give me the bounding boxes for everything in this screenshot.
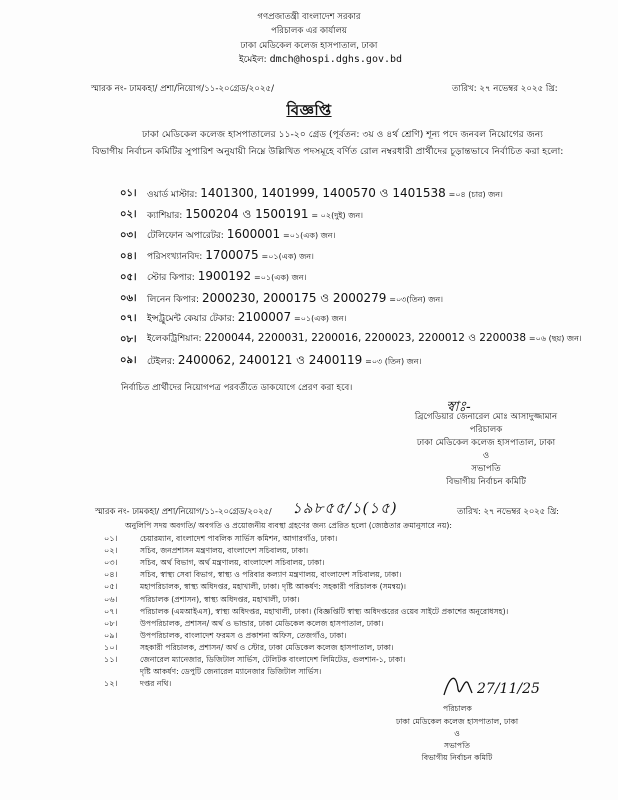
distribution-number: ১০।: [104, 641, 118, 652]
signatory2-office: ঢাকা মেডিকেল কলেজ হাসপাতাল, ঢাকা: [395, 717, 519, 726]
distribution-item: সচিব, স্বাস্থ্য সেবা বিভাগ, স্বাস্থ্য ও পরিবার কল্যাণ মন্ত্রণালয়, বাংলাদেশ সচিবালয়, ঢাকা।: [140, 570, 402, 580]
signatory2-committee: বিভাগীয় নির্বাচন কমিটি: [421, 753, 493, 762]
selected-count: =০১(এক) জন।: [283, 231, 336, 240]
distribution-number: ০১।: [104, 533, 118, 543]
distribution-number: ০৯।: [104, 629, 118, 640]
distribution-item: দৃষ্টি আকর্ষণ: ডেপুটি জেনারেল ম্যানেজার ডিজিটাল সার্ভিস।: [140, 667, 322, 677]
post-name: ইলেকট্রিশিয়ান:: [147, 334, 202, 344]
selected-count: =০১(এক) জন।: [261, 252, 314, 261]
selected-count: =০১(এক) জন।: [254, 273, 307, 282]
page-title: বিজ্ঞপ্তি: [286, 101, 332, 119]
roll-numbers: 1900192: [197, 269, 252, 283]
distribution-item: মহাপরিচালক, স্বাস্থ্য অধিদপ্তর, মহাখালী, ঢাকা। দৃষ্টি আকর্ষণ: সহকারী পরিচালক (সমন্বয়)।: [140, 582, 407, 592]
signatory-and: ও: [482, 451, 490, 461]
result-number: ০৩।: [120, 230, 137, 241]
government-name: গণপ্রজাতন্ত্রী বাংলাদেশ সরকার: [257, 12, 361, 22]
post-name: ইন্সট্রুমেন্ট কেয়ার টেকার:: [147, 314, 235, 324]
result-number: ০৮।: [120, 334, 137, 345]
result-number: ০৬।: [120, 293, 137, 304]
distribution-number: ০২।: [104, 545, 118, 556]
selected-count: = ০২(দুই) জন।: [311, 211, 364, 220]
roll-numbers: 1401300, 1401999, 1400570 ও 1401538: [200, 186, 446, 200]
selected-count: =০১(এক) জন।: [294, 314, 347, 323]
roll-numbers: 1500204 ও 1500191: [185, 207, 309, 221]
memo2-handwritten-number: ১৯৮৫৫/১(১৫): [292, 499, 398, 517]
result-row: [147, 227, 335, 243]
memo-number: স্মারক নং- ঢামকহা/ প্রশা/নিয়োগ/১১-২০গ্রেড/২০২৫/: [91, 84, 275, 94]
signatory-committee: বিভাগীয় নির্বাচন কমিটি: [446, 477, 526, 487]
result-row: [147, 310, 346, 326]
distribution-intro: অনুলিপি সদয় অবগতি/ অবগতি ও প্রয়োজনীয় ব্যবস্থা গ্রহণের জন্য প্রেরিত হলো (জ্যেষ্ঠতার ক্রমানুসারে নয়):: [125, 521, 452, 530]
distribution-number: ০৬।: [104, 593, 118, 604]
roll-numbers: 1600001: [226, 227, 281, 241]
distribution-item: সচিব, অর্থ বিভাগ, অর্থ মন্ত্রণালয়, বাংলাদেশ সচিবালয়, ঢাকা।: [140, 558, 325, 568]
roll-numbers: 1700075: [205, 248, 259, 262]
result-number: ০৫।: [120, 272, 137, 283]
roll-numbers: 2000230, 2000175 ও 2000279: [201, 291, 387, 305]
roll-numbers: 2100007: [237, 310, 292, 324]
result-number: ০৭।: [120, 313, 137, 324]
roll-numbers: 2400062, 2400121 ও 2400119: [177, 353, 363, 367]
signatory2-and: ও: [454, 729, 460, 738]
selected-count: =০৩ (তিন) জন।: [365, 357, 422, 366]
distribution-number: ০৫।: [104, 581, 118, 592]
post-name: পরিসংখ্যানবিদ:: [147, 252, 203, 262]
post-name: টেইলর:: [147, 357, 175, 367]
distribution-item: পরিচালক (প্রশাসন), স্বাস্থ্য অধিদপ্তর, মহাখালী, ঢাকা।: [140, 594, 300, 604]
result-number: ০৪।: [120, 251, 137, 262]
distribution-item: জেনারেল ম্যানেজার, ডিজিটাল সার্ভিস, টেলিটক বাংলাদেশ লিমিটেড, গুলশান-১, ঢাকা।: [140, 655, 406, 664]
signatory2-chair: সভাপতি: [444, 741, 470, 750]
distribution-number: ০৪।: [104, 569, 118, 580]
roll-numbers: 2200044, 2200031, 2200016, 2200023, 2200012 ও 2200038: [204, 332, 527, 344]
selected-count: =০৩(তিন) জন।: [389, 295, 444, 304]
result-row: [147, 290, 443, 310]
signatory2-designation: পরিচালক: [443, 704, 472, 713]
post-name: লিনেন কিপার:: [147, 295, 200, 305]
distribution-number: ১২।: [104, 678, 118, 689]
result-row: [147, 206, 363, 226]
distribution-number: ১১।: [104, 654, 118, 664]
signatory-name: ব্রিগেডিয়ার জেনারেল মোঃ আসাদুজ্জামান: [414, 412, 558, 422]
distribution-item: উপপরিচালক, বাংলাদেশ ফরমস ও প্রকাশনা অফিস, তেজগাঁও, ঢাকা।: [140, 630, 347, 640]
result-row: [147, 185, 503, 205]
signature-scribble: স্বাঃ-: [446, 399, 471, 415]
selected-count: =০৬ (ছয়) জন।: [528, 334, 582, 343]
distribution-item: সহকারী পরিচালক, প্রশাসন/ অর্থ ও স্টোর, ঢাকা মেডিকেল কলেজ হাসপাতাল, ঢাকা।: [140, 642, 394, 652]
result-row: [147, 352, 421, 372]
signatory-office: ঢাকা মেডিকেল কলেজ হাসপাতাল, ঢাকা: [416, 438, 556, 448]
office-name: পরিচালক এর কার্যালয়: [271, 26, 347, 36]
signatory-chair: সভাপতি: [471, 464, 501, 474]
distribution-item: দপ্তর নথি।: [140, 679, 172, 689]
hospital-name: ঢাকা মেডিকেল কলেজ হাসপাতাল, ঢাকা: [240, 41, 378, 51]
post-name: স্টোর কিপার:: [147, 273, 195, 283]
result-row: [147, 269, 306, 285]
intro-paragraph: ঢাকা মেডিকেল কলেজ হাসপাতালের ১১-২০ গ্রেড (পূর্বতন: ৩য় ও ৪র্থ শ্রেণি) শূন্য পদে জনবল নিয়োগের জন্য বিভাগীয় নির্বাচন কমিটির সুপারিশ অনুযায়ী নিম্নে উল্লিখিত পদসমূহে বর্ণিত রোল নম্বরধারী প্রার্থীদের চূড়ান্তভাবে নির্বাচিত করা হলো:: [92, 129, 564, 157]
memo2-number: স্মারক নং- ঢামকহা/ প্রশা/নিয়োগ/১১-২০গ্রেড/২০২৫/: [95, 506, 272, 516]
signature-2-date: 27/11/25: [477, 681, 540, 697]
email-address: dmch@hospi.dghs.gov.bd: [269, 54, 403, 65]
notice-text: নির্বাচিত প্রার্থীদের নিয়োগপত্র পরবর্তীতে ডাকযোগে প্রেরণ করা হবে।: [121, 383, 353, 393]
post-name: ক্যাশিয়ার:: [147, 211, 183, 221]
distribution-number: ০৮।: [104, 617, 118, 628]
result-number: ০২।: [120, 209, 137, 220]
memo-date: তারিখ: ২৭ নভেম্বর ২০২৫ খ্রি:: [452, 84, 558, 94]
distribution-item: সচিব, জনপ্রশাসন মন্ত্রণালয়, বাংলাদেশ সচিবালয়, ঢাকা।: [140, 546, 309, 556]
email-line: [239, 52, 402, 67]
result-number: ০১।: [120, 188, 137, 199]
memo2-date: তারিখ: ২৭ নভেম্বর ২০২৫ খ্রি:: [457, 506, 559, 516]
post-name: টেলিফোন অপারেটর:: [147, 231, 224, 241]
distribution-item: চেয়ারম্যান, বাংলাদেশ পাবলিক সার্ভিস কমিশন, আগারগাঁও, ঢাকা।: [140, 534, 338, 543]
distribution-item: পরিচালক (এমআইএস), স্বাস্থ্য অধিদপ্তর, মহাখালী, ঢাকা। (বিজ্ঞপ্তিটি স্বাস্থ্য অধিদপ্তরের ওয়েব সাইটে প্রকাশের অনুরোধসহ)।: [140, 606, 509, 616]
result-row: [147, 248, 314, 264]
result-number: ০৯।: [120, 355, 137, 366]
result-row: [147, 331, 582, 348]
email-label: ইমেইল:: [239, 55, 267, 65]
selected-count: =০৪ (চার) জন।: [448, 190, 503, 199]
distribution-number: ০৭।: [104, 605, 118, 616]
distribution-item: উপপরিচালক, প্রশাসন/ অর্থ ও ভান্ডার, ঢাকা মেডিকেল কলেজ হাসপাতাল, ঢাকা।: [140, 618, 384, 628]
distribution-number: ০৩।: [104, 557, 118, 568]
post-name: ওয়ার্ড মাস্টার:: [147, 190, 198, 200]
signatory-designation: পরিচালক: [469, 425, 503, 435]
